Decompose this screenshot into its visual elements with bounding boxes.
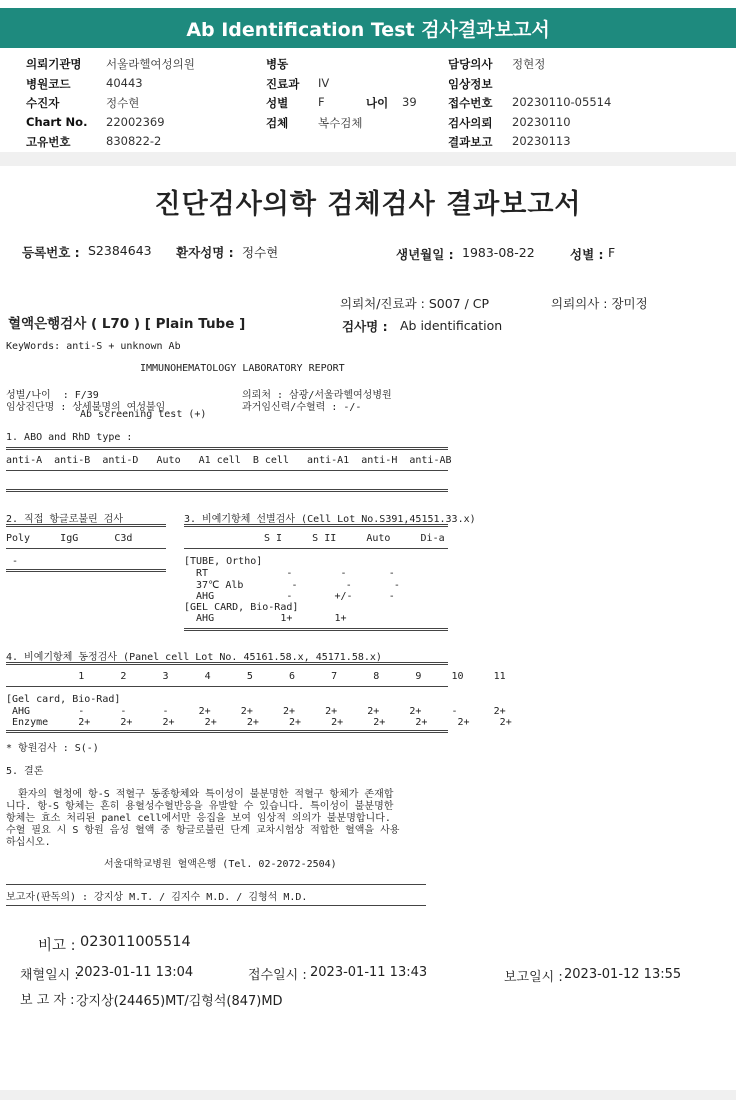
divider bbox=[6, 548, 166, 549]
abo-header: anti-A anti-B anti-D Auto A1 cell B cell anti-A1 anti-H anti-AB bbox=[6, 455, 452, 466]
lab-title: IMMUNOHEMATOLOGY LABORATORY REPORT bbox=[140, 363, 345, 374]
divider bbox=[184, 628, 448, 631]
chart-label: Chart No. bbox=[26, 115, 88, 129]
divider bbox=[184, 524, 448, 527]
dept-label: 진료과 bbox=[266, 77, 300, 91]
keywords: KeyWords: anti-S + unknown Ab bbox=[6, 341, 181, 352]
collect-value: 2023-01-11 13:04 bbox=[76, 965, 194, 980]
result-label: 결과보고 bbox=[448, 135, 493, 149]
reg-label: 등록번호 : bbox=[22, 245, 80, 260]
patient-label: 수진자 bbox=[26, 96, 60, 110]
panel-row: AHG - - - 2+ 2+ 2+ 2+ 2+ 2+ - 2+ bbox=[6, 706, 506, 717]
collect-label: 채혈일시 : bbox=[20, 968, 79, 983]
doctor-value: 정현정 bbox=[512, 57, 546, 71]
diag-line: 임상진단명 : 상세불명의 여성불임 bbox=[6, 402, 166, 413]
history-line: 과거임신력/수혈력 : -/- bbox=[242, 402, 362, 413]
reg-value: S2384643 bbox=[88, 243, 152, 258]
sex-label-2: 성별 : bbox=[570, 247, 604, 262]
reporter2-label: 보 고 자 : bbox=[20, 993, 75, 1008]
divider bbox=[6, 489, 448, 492]
section-3-title: 3. 비예기항체 선별검사 (Cell Lot No.S391,45151.33.x) bbox=[184, 514, 476, 525]
doctor-label: 담당의사 bbox=[448, 57, 493, 71]
receive-label: 접수일시 : bbox=[248, 968, 307, 983]
test-value: Ab identification bbox=[400, 318, 503, 333]
conclusion-line: 하십시오. bbox=[6, 837, 51, 848]
conclusion-line: 환자의 혈청에 항-S 적혈구 동종항체와 특이성이 불분명한 적혈구 항체가 존재합 bbox=[6, 789, 394, 800]
section-4-title: 4. 비예기항체 동정검사 (Panel cell Lot No. 45161.58.x, 45171.58.x) bbox=[6, 652, 382, 663]
sex-label: 성별 bbox=[266, 96, 289, 110]
sexage-line: 성별/나이 : F/39 bbox=[6, 390, 99, 401]
panel-row: Enzyme 2+ 2+ 2+ 2+ 2+ 2+ 2+ 2+ 2+ 2+ 2+ bbox=[6, 717, 512, 728]
divider bbox=[6, 470, 448, 471]
result-value: 20230113 bbox=[512, 134, 571, 148]
screening-row: [TUBE, Ortho] bbox=[184, 556, 263, 567]
receipt-label: 접수번호 bbox=[448, 96, 493, 110]
sex-value-2: F bbox=[608, 245, 616, 260]
note-label: 비고 : bbox=[38, 938, 76, 954]
antigen-line: * 항원검사 : S(-) bbox=[6, 743, 99, 754]
reporter-line: 보고자(판독의) : 강지상 M.T. / 김지수 M.D. / 김형석 M.D. bbox=[6, 892, 308, 903]
bottom-bar bbox=[0, 1090, 736, 1100]
report-banner bbox=[0, 8, 736, 48]
panel-header: 1 2 3 4 5 6 7 8 9 10 11 bbox=[6, 671, 506, 682]
hospital-code-value: 40443 bbox=[106, 76, 143, 90]
request-value: 20230110 bbox=[512, 115, 571, 129]
reporter2-value: 강지상(24465)MT/김형석(847)MD bbox=[76, 994, 283, 1009]
age-label: 나이 bbox=[366, 96, 389, 110]
screening-row: RT - - - bbox=[184, 568, 395, 579]
divider bbox=[6, 884, 426, 885]
test-label: 검사명 : bbox=[342, 319, 388, 334]
specimen-label: 검체 bbox=[266, 116, 289, 130]
conclusion-line: 니다. 항-S 항체는 흔히 용혈성수혈반응을 유발할 수 있습니다. 특이성이 불분명한 bbox=[6, 801, 394, 812]
divider bbox=[6, 686, 448, 687]
dob-value: 1983-08-22 bbox=[462, 245, 535, 260]
divider bbox=[6, 447, 448, 450]
report-title: 진단검사의학 검체검사 결과보고서 bbox=[154, 189, 582, 220]
report-body bbox=[0, 166, 736, 1090]
conclusion-line: 항체는 효소 처리된 panel cell에서만 응집을 보여 임상적 의의가 불분명합니다. bbox=[6, 813, 391, 824]
receipt-value: 20230110-05514 bbox=[512, 95, 612, 109]
section-2-title: 2. 직접 항글로불린 검사 bbox=[6, 514, 124, 525]
banner-title: Ab Identification Test 검사결과보고서 bbox=[186, 18, 550, 41]
sex-value: F bbox=[318, 95, 325, 109]
conclusion-line: 수혈 필요 시 S 항원 음성 혈액 중 항글로불린 단계 교차시험상 적합한 혈액을 사용 bbox=[6, 825, 400, 836]
clinical-label: 임상정보 bbox=[448, 77, 493, 91]
dat-header: Poly IgG C3d bbox=[6, 533, 133, 544]
dept-value: IV bbox=[318, 76, 330, 90]
name-label: 환자성명 : bbox=[176, 245, 234, 260]
hospital-code-label: 병원코드 bbox=[26, 77, 71, 91]
screening-row: [GEL CARD, Bio-Rad] bbox=[184, 602, 299, 613]
specimen-value: 복수검체 bbox=[318, 116, 363, 130]
blood-bank-line: 서울대학교병원 혈액은행 (Tel. 02-2072-2504) bbox=[104, 859, 337, 870]
screening-row: AHG - +/- - bbox=[184, 591, 395, 602]
divider bbox=[6, 662, 448, 665]
section-5-title: 5. 결론 bbox=[6, 766, 44, 777]
section-1-title: 1. ABO and RhD type : bbox=[6, 432, 133, 443]
note-value: 023011005514 bbox=[80, 934, 191, 950]
age-value: 39 bbox=[402, 95, 417, 109]
divider bbox=[6, 905, 426, 906]
exam-name: 혈액은행검사 ( L70 ) [ Plain Tube ] bbox=[8, 316, 246, 332]
screening-row: AHG 1+ 1+ bbox=[184, 613, 347, 624]
divider bbox=[184, 548, 448, 549]
panel-row: [Gel card, Bio-Rad] bbox=[6, 694, 121, 705]
institution-label: 의뢰기관명 bbox=[26, 57, 82, 71]
req-line: 의뢰처 : 삼광/서울라헬여성병원 bbox=[242, 390, 392, 401]
screen-line: Ab screening test (+) bbox=[80, 409, 207, 420]
divider bbox=[6, 524, 166, 527]
request-label: 검사의뢰 bbox=[448, 116, 493, 130]
screening-header: S I S II Auto Di-a bbox=[264, 533, 445, 544]
section-separator bbox=[0, 152, 736, 166]
receive-value: 2023-01-11 13:43 bbox=[310, 965, 428, 980]
dept-text: 의뢰처/진료과 : S007 / CP bbox=[340, 296, 490, 311]
dob-label: 생년월일 : bbox=[396, 247, 454, 262]
unique-value: 830822-2 bbox=[106, 134, 162, 148]
doctor-text: 의뢰의사 : 장미정 bbox=[551, 296, 648, 311]
report-time-value: 2023-01-12 13:55 bbox=[564, 967, 682, 982]
header-info bbox=[0, 48, 736, 152]
institution-value: 서울라헬여성의원 bbox=[106, 57, 195, 71]
chart-value: 22002369 bbox=[106, 115, 165, 129]
ward-label: 병동 bbox=[266, 57, 289, 71]
name-value: 정수현 bbox=[242, 245, 279, 260]
divider bbox=[6, 569, 166, 572]
report-time-label: 보고일시 : bbox=[504, 970, 563, 985]
dat-value: - bbox=[6, 556, 19, 567]
screening-row: 37℃ Alb - - - bbox=[184, 580, 400, 591]
unique-label: 고유번호 bbox=[26, 135, 71, 149]
divider bbox=[6, 730, 448, 733]
patient-value: 정수현 bbox=[106, 96, 140, 110]
